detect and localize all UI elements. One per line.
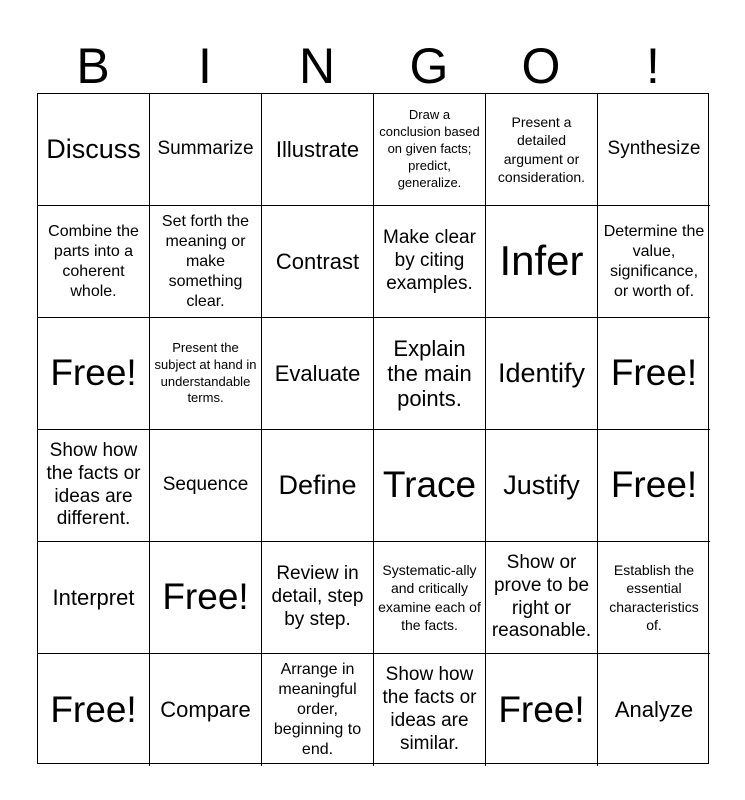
header-exclamation: ! <box>646 38 660 94</box>
bingo-cell[interactable]: Evaluate <box>262 318 374 430</box>
bingo-cell[interactable]: Free! <box>150 542 262 654</box>
bingo-cell[interactable]: Define <box>262 430 374 542</box>
header-letter-n: N <box>298 38 336 94</box>
bingo-cell[interactable]: Compare <box>150 654 262 766</box>
bingo-cell[interactable]: Free! <box>38 654 150 766</box>
bingo-cell[interactable]: Establish the essential characteristics of. <box>598 542 710 654</box>
bingo-cell[interactable]: Contrast <box>262 206 374 318</box>
bingo-cell[interactable]: Systematic-ally and critically examine each of the facts. <box>374 542 486 654</box>
bingo-cell[interactable]: Free! <box>598 430 710 542</box>
bingo-cell[interactable]: Present the subject at hand in understandable terms. <box>150 318 262 430</box>
bingo-board <box>37 93 709 764</box>
bingo-cell[interactable]: Explain the main points. <box>374 318 486 430</box>
header-letter-b: B <box>76 38 110 94</box>
bingo-cell[interactable]: Show how the facts or ideas are similar. <box>374 654 486 766</box>
bingo-cell[interactable]: Free! <box>598 318 710 430</box>
bingo-cell[interactable]: Free! <box>486 654 598 766</box>
bingo-cell[interactable]: Free! <box>38 318 150 430</box>
bingo-cell[interactable]: Trace <box>374 430 486 542</box>
bingo-cell[interactable]: Combine the parts into a coherent whole. <box>38 206 150 318</box>
bingo-cell[interactable]: Set forth the meaning or make something clear. <box>150 206 262 318</box>
bingo-cell[interactable]: Infer <box>486 206 598 318</box>
header-letter-i: I <box>198 38 212 94</box>
bingo-cell[interactable]: Arrange in meaningful order, beginning to end. <box>262 654 374 766</box>
bingo-cell[interactable]: Illustrate <box>262 94 374 206</box>
header-letter-o: O <box>521 38 561 94</box>
bingo-cell[interactable]: Determine the value, significance, or worth of. <box>598 206 710 318</box>
bingo-cell[interactable]: Sequence <box>150 430 262 542</box>
bingo-cell[interactable]: Present a detailed argument or consideration. <box>486 94 598 206</box>
bingo-cell[interactable]: Discuss <box>38 94 150 206</box>
bingo-cell[interactable]: Justify <box>486 430 598 542</box>
bingo-cell[interactable]: Show or prove to be right or reasonable. <box>486 542 598 654</box>
bingo-cell[interactable]: Make clear by citing examples. <box>374 206 486 318</box>
header-letter-g: G <box>409 38 449 94</box>
bingo-cell[interactable]: Interpret <box>38 542 150 654</box>
bingo-cell[interactable]: Identify <box>486 318 598 430</box>
bingo-cell[interactable]: Show how the facts or ideas are different. <box>38 430 150 542</box>
bingo-cell[interactable]: Synthesize <box>598 94 710 206</box>
bingo-cell[interactable]: Analyze <box>614 697 694 723</box>
bingo-cell[interactable]: Draw a conclusion based on given facts; predict, generalize. <box>374 94 486 206</box>
bingo-cell[interactable]: Review in detail, step by step. <box>262 542 374 654</box>
bingo-cell[interactable]: Summarize <box>150 94 262 206</box>
bingo-header <box>37 38 709 94</box>
